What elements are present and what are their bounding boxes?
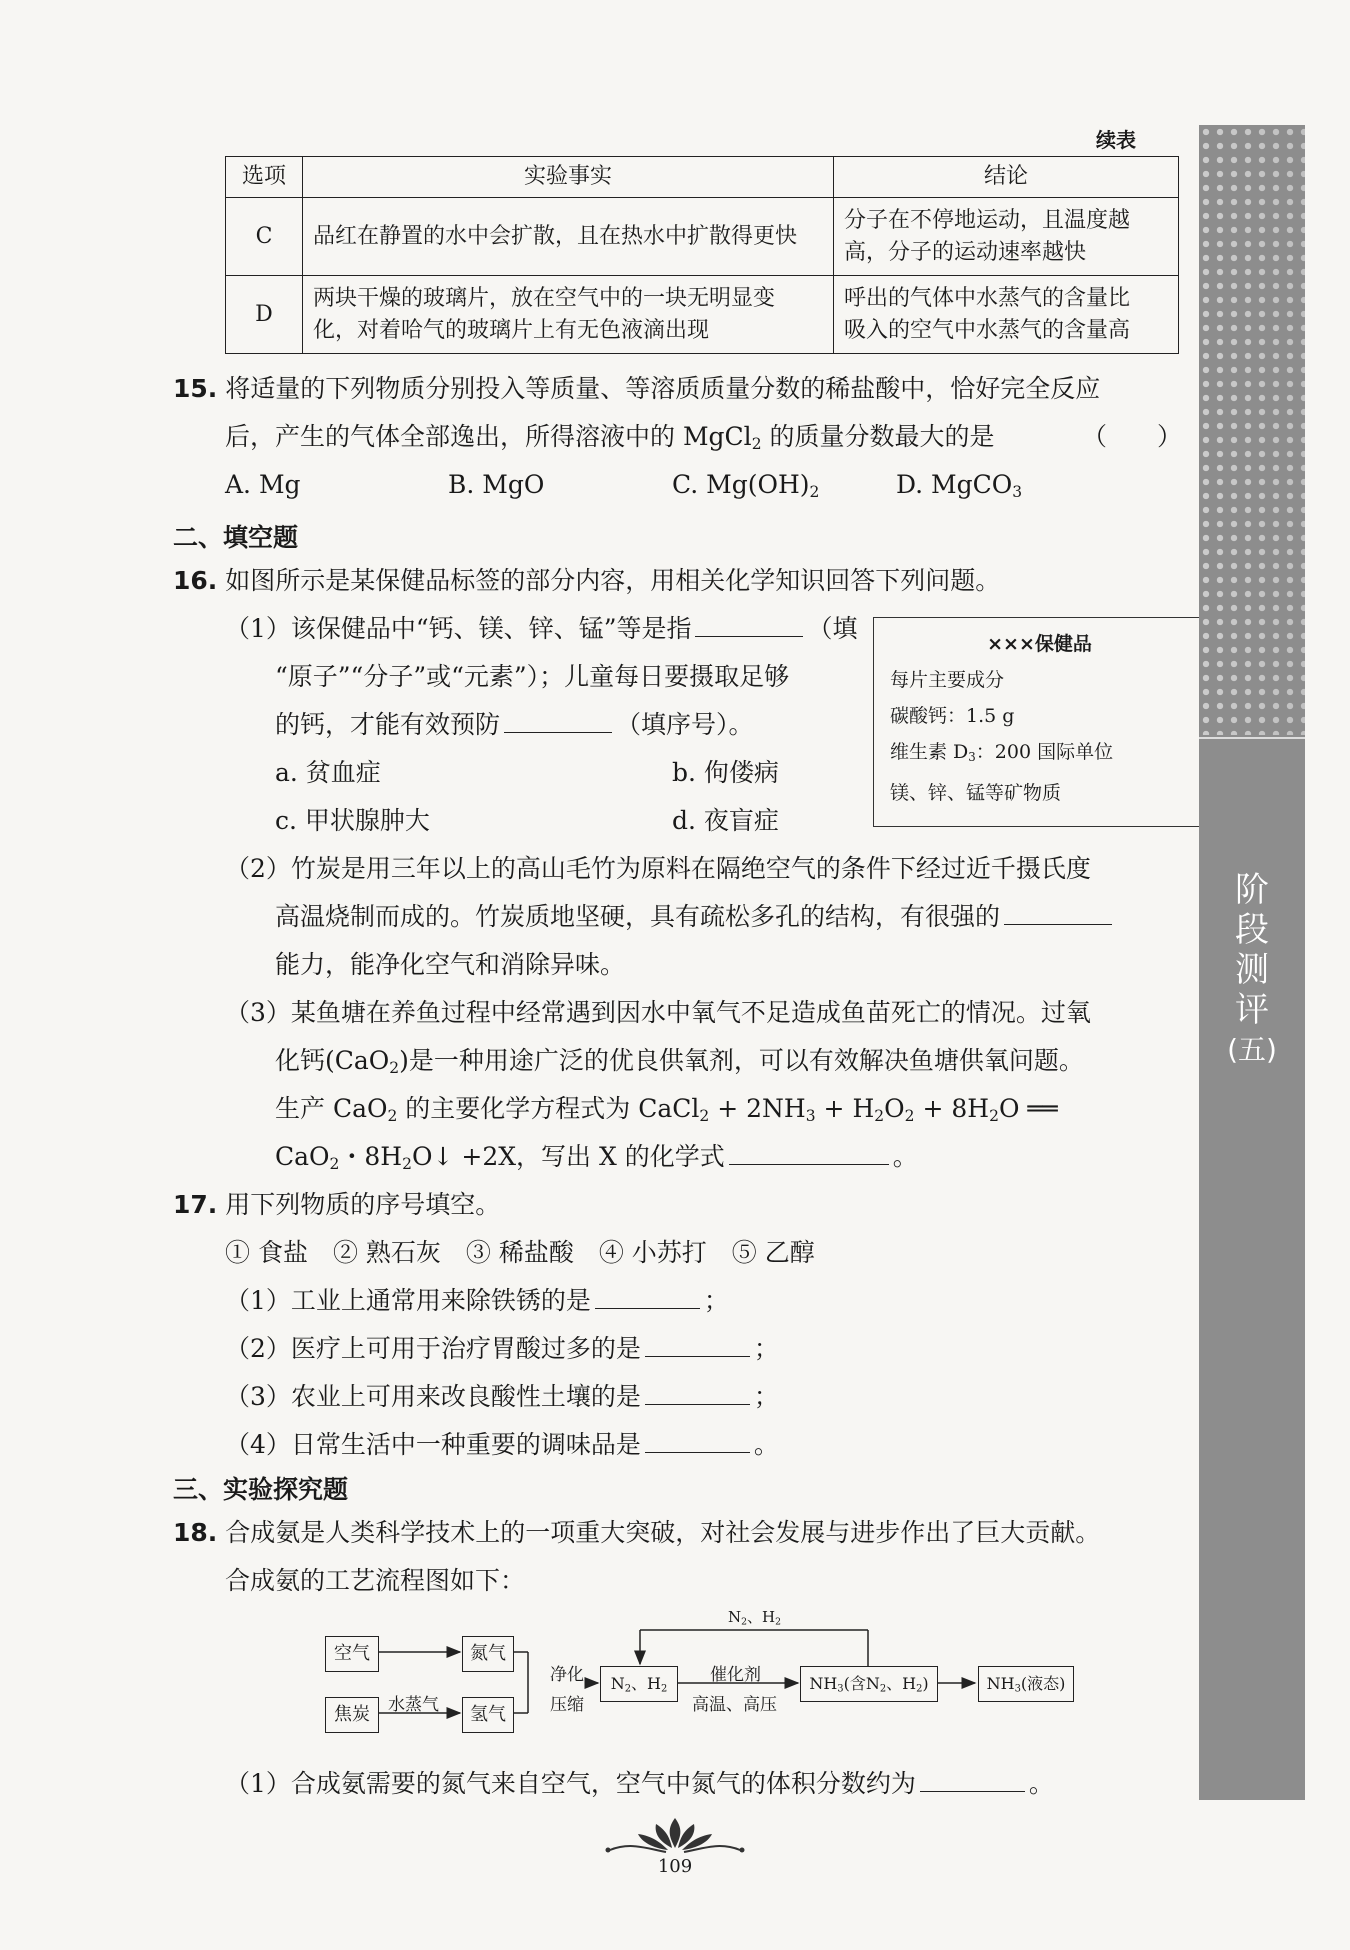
q15-option-b-text: B. MgO: [448, 470, 545, 499]
q15-number: 15.: [173, 374, 218, 403]
ornament-icon: [600, 1812, 750, 1857]
subscript: 2: [989, 1106, 999, 1125]
q16-number: 16.: [173, 566, 218, 595]
q16-text: )是一种用途广泛的优良供氧剂，可以有效解决鱼塘供氧问题。: [399, 1046, 1084, 1075]
q16-text: （填: [807, 614, 858, 643]
subscript: 2: [389, 1058, 400, 1077]
subscript: 2: [879, 1683, 887, 1695]
q17-s4: [225, 1421, 779, 1469]
label-title: ×××保健品: [987, 633, 1092, 655]
q17-stem: [173, 1181, 500, 1229]
q15-option-b: [448, 461, 544, 509]
q18-text: 合成氨是人类科学技术上的一项重大突破，对社会发展与进步作出了巨大贡献。: [225, 1518, 1101, 1547]
q15-line1: [173, 365, 1100, 413]
subscript: 2: [751, 434, 762, 453]
row-fact: [303, 198, 834, 276]
q16-p1-line3: [275, 701, 754, 749]
header-fact: 实验事实: [303, 157, 834, 198]
q16-text: （1）该保健品中“钙、镁、锌、锰”等是指: [225, 614, 692, 643]
subscript: 2: [809, 482, 820, 501]
sidebar-title: [1227, 870, 1277, 1070]
q16-p3-line3: [275, 1085, 1058, 1140]
q16-text: 高温烧制而成的。竹炭质地坚硬，具有疏松多孔的结构，有很强的: [275, 902, 1001, 931]
label-text: 维生素 D: [890, 741, 969, 763]
subscript: 2: [624, 1683, 632, 1695]
flow-text: NH: [809, 1674, 838, 1693]
q15-line2: [225, 413, 995, 468]
table-row: [226, 276, 1179, 354]
subscript: 2: [775, 1616, 782, 1628]
flow-text: (液态): [1020, 1674, 1066, 1693]
q16-p3-line1: （3）某鱼塘在养鱼过程中经常遇到因水中氧气不足造成鱼苗死亡的情况。过氧: [225, 998, 1091, 1027]
table-row: [226, 198, 1179, 276]
q16-p2-line2: [275, 893, 1116, 941]
flow-box-air: 空气: [325, 1636, 379, 1672]
subscript: 2: [402, 1154, 412, 1173]
q16-text: 生产 CaO: [275, 1094, 388, 1123]
q16-text: + 8H: [914, 1094, 990, 1123]
table-header-row: [226, 157, 1179, 198]
answer-blank[interactable]: [695, 611, 803, 637]
flow-text: N: [728, 1608, 742, 1626]
flow-box-nh3-liquid: [978, 1666, 1074, 1702]
q17-text: ；: [703, 1286, 729, 1315]
q16-p1-line1: [225, 605, 858, 653]
q17-text: （1）工业上通常用来除铁锈的是: [225, 1286, 591, 1315]
flow-label-steam: 水蒸气: [388, 1695, 439, 1715]
flow-text: 、H: [747, 1608, 776, 1626]
flow-label-purify: 净化: [550, 1665, 584, 1685]
flow-label-recycle: [728, 1606, 781, 1627]
section-heading-experiment: 三、实验探究题: [173, 1475, 349, 1504]
q16-text: 化钙(CaO: [275, 1046, 390, 1075]
q16-option-d: d. 夜盲症: [672, 806, 779, 835]
subscript: 2: [904, 1106, 915, 1125]
header-conclusion: 结论: [834, 157, 1179, 198]
q15-text: 的质量分数最大的是: [761, 422, 995, 451]
q16-text: O: [884, 1094, 905, 1123]
q16-p2-line3: 能力，能净化空气和消除异味。: [275, 950, 626, 979]
conclusion-line: 分子在不停地运动，且温度越: [844, 207, 1131, 233]
sidebar-char: (五): [1227, 1033, 1277, 1066]
fact-line: 化，对着哈气的玻璃片上有无色液滴出现: [313, 317, 710, 343]
subscript: 2: [329, 1154, 340, 1173]
label-line: 每片主要成分: [890, 669, 1005, 691]
flow-box-coke: 焦炭: [325, 1697, 379, 1733]
flow-box-hydrogen: 氢气: [462, 1697, 514, 1733]
q16-text: 的主要化学方程式为 CaCl: [397, 1094, 700, 1123]
q18-line2: 合成氨的工艺流程图如下：: [225, 1566, 526, 1595]
q18-line1: [173, 1509, 1100, 1557]
q17-text: （3）农业上可用来改良酸性土壤的是: [225, 1382, 641, 1411]
subscript: 2: [741, 1616, 748, 1628]
label-line: 碳酸钙：1.5 g: [890, 705, 1015, 727]
q15-option-d-text: D. MgCO: [896, 470, 1013, 499]
q17-text: 。: [753, 1430, 779, 1459]
sidebar-char: 评: [1235, 990, 1269, 1030]
q15-option-d: [896, 461, 1022, 516]
subscript: 2: [660, 1683, 668, 1695]
flow-label-catalyst: 催化剂: [710, 1665, 761, 1685]
subscript: 2: [387, 1106, 398, 1125]
subscript: 2: [699, 1106, 710, 1125]
q17-text: 用下列物质的序号填空。: [225, 1190, 501, 1219]
header-option: 选项: [226, 157, 303, 198]
experiment-table: [225, 156, 1179, 354]
q17-s3: [225, 1373, 779, 1421]
flow-label-compress: 压缩: [550, 1695, 584, 1715]
subscript: 2: [916, 1683, 923, 1695]
q16-text: 如图所示是某保健品标签的部分内容，用相关化学知识回答下列问题。: [225, 566, 1001, 595]
conclusion-line: 吸入的空气中水蒸气的含量高: [844, 317, 1131, 343]
label-line: 镁、锌、锰等矿物质: [890, 781, 1062, 804]
q16-p1-line2: “原子”“分子”或“元素”）；儿童每日要摄取足够: [275, 662, 790, 691]
q15-option-c-text: C. Mg(OH): [672, 470, 810, 499]
flow-arrows: [320, 1610, 1090, 1740]
q15-text: 后，产生的气体全部逸出，所得溶液中的 MgCl: [225, 422, 752, 451]
row-conclusion: [834, 198, 1179, 276]
q17-text: ；: [753, 1334, 779, 1363]
answer-blank[interactable]: [645, 1427, 750, 1453]
sidebar-divider: [1199, 737, 1305, 739]
q16-text: + H: [815, 1094, 875, 1123]
flow-text: 、H: [886, 1674, 917, 1693]
sidebar-char: 阶: [1235, 870, 1269, 910]
flow-box-nh3-mixture: [800, 1666, 938, 1702]
q16-text: ・8H: [339, 1142, 403, 1171]
q16-text: O ══: [998, 1094, 1058, 1123]
sidebar-dot-fade: [1199, 125, 1305, 735]
answer-blank[interactable]: [504, 707, 612, 733]
q17-s1: [225, 1277, 729, 1325]
q17-text: （2）医疗上可用于治疗胃酸过多的是: [225, 1334, 641, 1363]
flow-text: N: [610, 1674, 625, 1693]
q15-answer-paren: （ ）: [1082, 422, 1183, 451]
q15-text: 将适量的下列物质分别投入等质量、等溶质质量分数的稀盐酸中，恰好完全反应: [225, 374, 1101, 403]
answer-blank[interactable]: [1004, 899, 1112, 925]
continued-label: 续表: [1096, 128, 1136, 152]
page-number: 109: [657, 1856, 693, 1877]
subscript: 3: [805, 1106, 816, 1125]
answer-blank[interactable]: [729, 1139, 889, 1165]
q16-option-a: a. 贫血症: [275, 758, 381, 787]
row-fact: [303, 276, 834, 354]
fact-line: 品红在静置的水中会扩散，且在热水中扩散得更快: [313, 223, 798, 249]
answer-blank[interactable]: [645, 1379, 750, 1405]
q17-text: （4）日常生活中一种重要的调味品是: [225, 1430, 641, 1459]
q17-s2: [225, 1325, 779, 1373]
row-option: D: [226, 276, 303, 354]
q18-number: 18.: [173, 1518, 218, 1547]
q16-text: 的钙，才能有效预防: [275, 710, 501, 739]
fact-line: 两块干燥的玻璃片，放在空气中的一块无明显变: [313, 285, 776, 311]
supplement-label: [873, 617, 1206, 827]
q16-option-b: b. 佝偻病: [672, 758, 779, 787]
answer-blank[interactable]: [645, 1331, 750, 1357]
q18-text: （1）合成氨需要的氮气来自空气，空气中氮气的体积分数约为: [225, 1769, 916, 1798]
label-text: ：200 国际单位: [975, 741, 1114, 763]
q16-p2-line1: （2）竹炭是用三年以上的高山毛竹为原料在隔绝空气的条件下经过近千摄氏度: [225, 854, 1091, 883]
flow-text: ): [922, 1674, 929, 1693]
q16-p3-line4: [275, 1133, 918, 1188]
sidebar-char: 测: [1235, 950, 1269, 990]
q16-text: CaO: [275, 1142, 330, 1171]
flow-text: 、H: [631, 1674, 661, 1693]
q16-p3-line2: [275, 1037, 1084, 1092]
q16-text: 。: [892, 1142, 918, 1171]
q16-text: （填序号）。: [616, 710, 754, 739]
answer-blank[interactable]: [595, 1283, 700, 1309]
q15-option-c: [672, 461, 819, 516]
section-heading-fill-blank: 二、填空题: [173, 523, 299, 552]
flow-box-nitrogen: 氮气: [462, 1636, 514, 1672]
row-conclusion: [834, 276, 1179, 354]
label-line: [890, 734, 1189, 775]
answer-blank[interactable]: [920, 1766, 1025, 1792]
q18-s1: [225, 1760, 1054, 1808]
subscript: 3: [1014, 1683, 1021, 1695]
q17-text: ；: [753, 1382, 779, 1411]
flow-box-n2-h2: [600, 1666, 678, 1702]
subscript: 3: [1012, 482, 1023, 501]
sidebar-char: 段: [1235, 910, 1269, 950]
conclusion-line: 高，分子的运动速率越快: [844, 239, 1087, 265]
subscript: 3: [837, 1683, 844, 1695]
q16-stem: [173, 557, 1000, 605]
flow-text: (含N: [843, 1674, 880, 1693]
q15-option-a: A. Mg: [225, 470, 301, 499]
q18-text: 。: [1028, 1769, 1054, 1798]
q16-text: O↓ +2X，写出 X 的化学式: [412, 1142, 725, 1171]
flow-text: NH: [986, 1674, 1015, 1693]
q17-items: ① 食盐 ② 熟石灰 ③ 稀盐酸 ④ 小苏打 ⑤ 乙醇: [225, 1238, 815, 1267]
q16-text: + 2NH: [709, 1094, 806, 1123]
flow-label-conditions: 高温、高压: [692, 1695, 777, 1715]
subscript: 3: [968, 749, 976, 764]
row-option: C: [226, 198, 303, 276]
chapter-sidebar: [1199, 125, 1305, 1800]
conclusion-line: 呼出的气体中水蒸气的含量比: [844, 285, 1131, 311]
q17-number: 17.: [173, 1190, 218, 1219]
subscript: 2: [874, 1106, 885, 1125]
q16-option-c: c. 甲状腺肿大: [275, 806, 430, 835]
